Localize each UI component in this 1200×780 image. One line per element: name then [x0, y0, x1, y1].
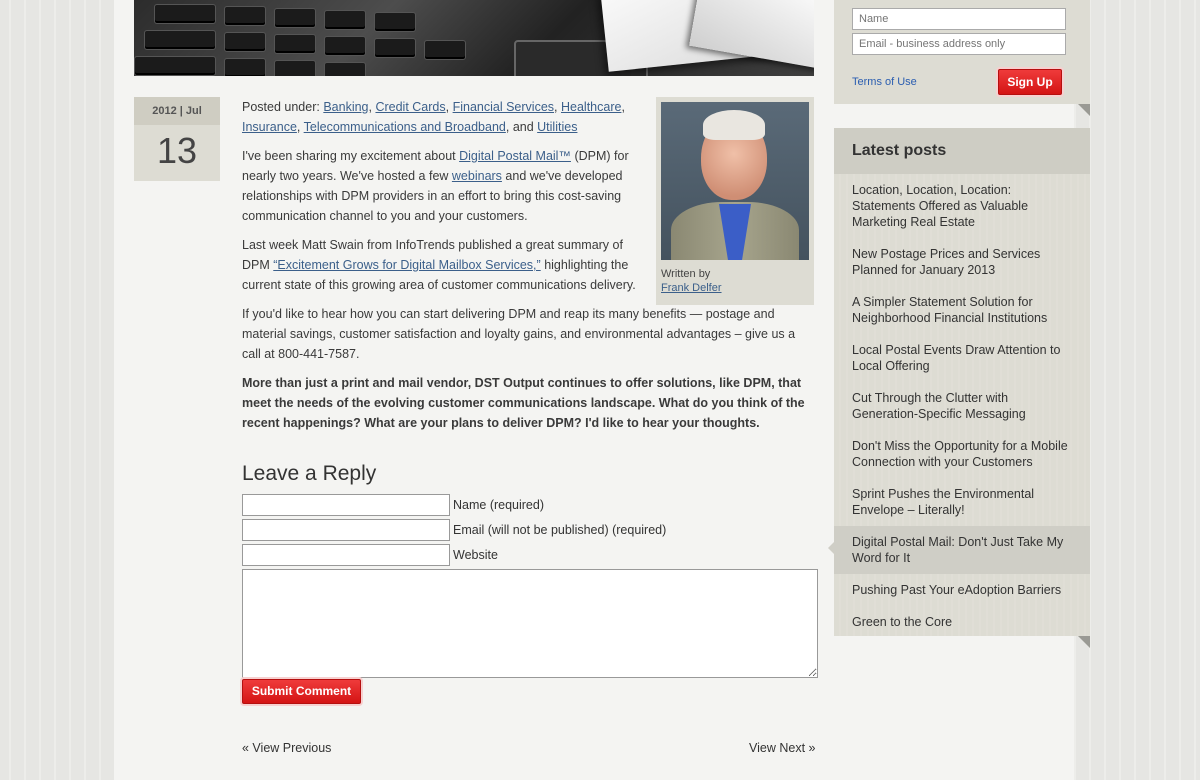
post-categories: Posted under: Banking, Credit Cards, Financial Services, Healthcare, Insurance, Telecommunications and Broadband, and Utilities	[242, 100, 625, 134]
signup-fold	[1078, 104, 1090, 116]
post-date-day: 13	[156, 130, 198, 171]
latest-post-item[interactable]: Don't Miss the Opportunity for a Mobile Connection with your Customers	[852, 439, 1068, 469]
latest-post-item[interactable]: Green to the Core	[852, 615, 953, 629]
terms-of-use-link[interactable]: Terms of Use	[852, 76, 917, 88]
email-input[interactable]	[242, 519, 450, 541]
category-link-telecommunications[interactable]: Telecommunications and Broadband	[303, 120, 506, 134]
sign-up-button[interactable]: Sign Up	[998, 69, 1062, 95]
newsletter-signup	[834, 0, 1090, 104]
current-post-arrow-icon	[828, 542, 834, 554]
post-date-year-month: 2012 | Jul	[134, 97, 220, 125]
hero-image-keyboard-papers	[134, 0, 814, 76]
author-link[interactable]: Frank Delfer	[661, 282, 722, 294]
category-link-healthcare[interactable]: Healthcare	[560, 100, 622, 114]
reply-form	[242, 460, 814, 698]
author-box	[656, 97, 814, 305]
latest-post-item[interactable]: Local Postal Events Draw Attention to Local Offering	[852, 343, 1061, 373]
author-byline: Written by Frank Delfer	[661, 268, 722, 294]
latest-post-item[interactable]: Pushing Past Your eAdoption Barriers	[852, 583, 1062, 597]
latest-post-item[interactable]: New Postage Prices and Services Planned for January 2013	[852, 247, 1041, 277]
latest-post-item[interactable]: Sprint Pushes the Environmental Envelope – Literally!	[852, 487, 1035, 517]
name-input[interactable]	[242, 494, 450, 516]
website-input[interactable]	[242, 544, 450, 566]
name-label: Name (required)	[453, 498, 545, 512]
post-paragraph-4: More than just a print and mail vendor, DST Output continues to offer solutions, like DPM, that meet the needs of the evolving customer communications landscape. What do you think of the recent happenings? What are your plans to deliver DPM? I'd like to hear your thoughts.	[242, 376, 805, 430]
post-date-badge	[134, 97, 220, 181]
website-label: Website	[453, 548, 498, 562]
post-paragraph-1: I've been sharing my excitement about Digital Postal Mail™ (DPM) for nearly two years. We've hosted a few webinars and we've developed relationships with DPM providers in an effort to bring this cost-saving communication channel to you and your customers.	[242, 149, 629, 223]
submit-comment-button[interactable]: Submit Comment	[242, 679, 361, 704]
category-link-utilities[interactable]: Utilities	[537, 120, 578, 134]
view-next-link[interactable]: View Next »	[749, 741, 816, 755]
latest-posts-widget	[834, 128, 1090, 636]
comment-textarea[interactable]	[242, 569, 818, 678]
view-previous-link[interactable]: « View Previous	[242, 741, 332, 755]
author-photo	[661, 102, 809, 260]
infotrends-article-link[interactable]: “Excitement Grows for Digital Mailbox Services,”	[273, 258, 541, 272]
latest-post-item-current[interactable]: Digital Postal Mail: Don't Just Take My Word for It	[834, 526, 1090, 574]
signup-email-input[interactable]	[852, 33, 1066, 55]
category-link-banking[interactable]: Banking	[323, 100, 369, 114]
post-paragraph-2: Last week Matt Swain from InfoTrends published a great summary of DPM “Excitement Grows for Digital Mailbox Services,” highlighting the current state of this growing area of customer communications delivery.	[242, 238, 636, 292]
digital-postal-mail-link[interactable]: Digital Postal Mail™	[459, 149, 571, 163]
email-label: Email (will not be published) (required)	[453, 523, 667, 537]
latest-post-item[interactable]: Cut Through the Clutter with Generation-Specific Messaging	[852, 391, 1026, 421]
latest-posts-title: Latest posts	[834, 128, 1090, 174]
signup-name-input[interactable]	[852, 8, 1066, 30]
category-link-credit-cards[interactable]: Credit Cards	[375, 100, 446, 114]
reply-title: Leave a Reply	[242, 462, 377, 485]
latest-post-item[interactable]: A Simpler Statement Solution for Neighborhood Financial Institutions	[852, 295, 1048, 325]
category-link-insurance[interactable]: Insurance	[242, 120, 297, 134]
latest-fold	[1078, 636, 1090, 648]
post-paragraph-3: If you'd like to hear how you can start delivering DPM and reap its many benefits — postage and material savings, customer satisfaction and loyalty gains, and environmental advantages – give us a call at 800-441-7587.	[242, 307, 796, 361]
webinars-link[interactable]: webinars	[451, 169, 502, 183]
latest-post-item[interactable]: Location, Location, Location: Statements Offered as Valuable Marketing Real Estate	[852, 183, 1029, 229]
category-link-financial-services[interactable]: Financial Services	[452, 100, 555, 114]
